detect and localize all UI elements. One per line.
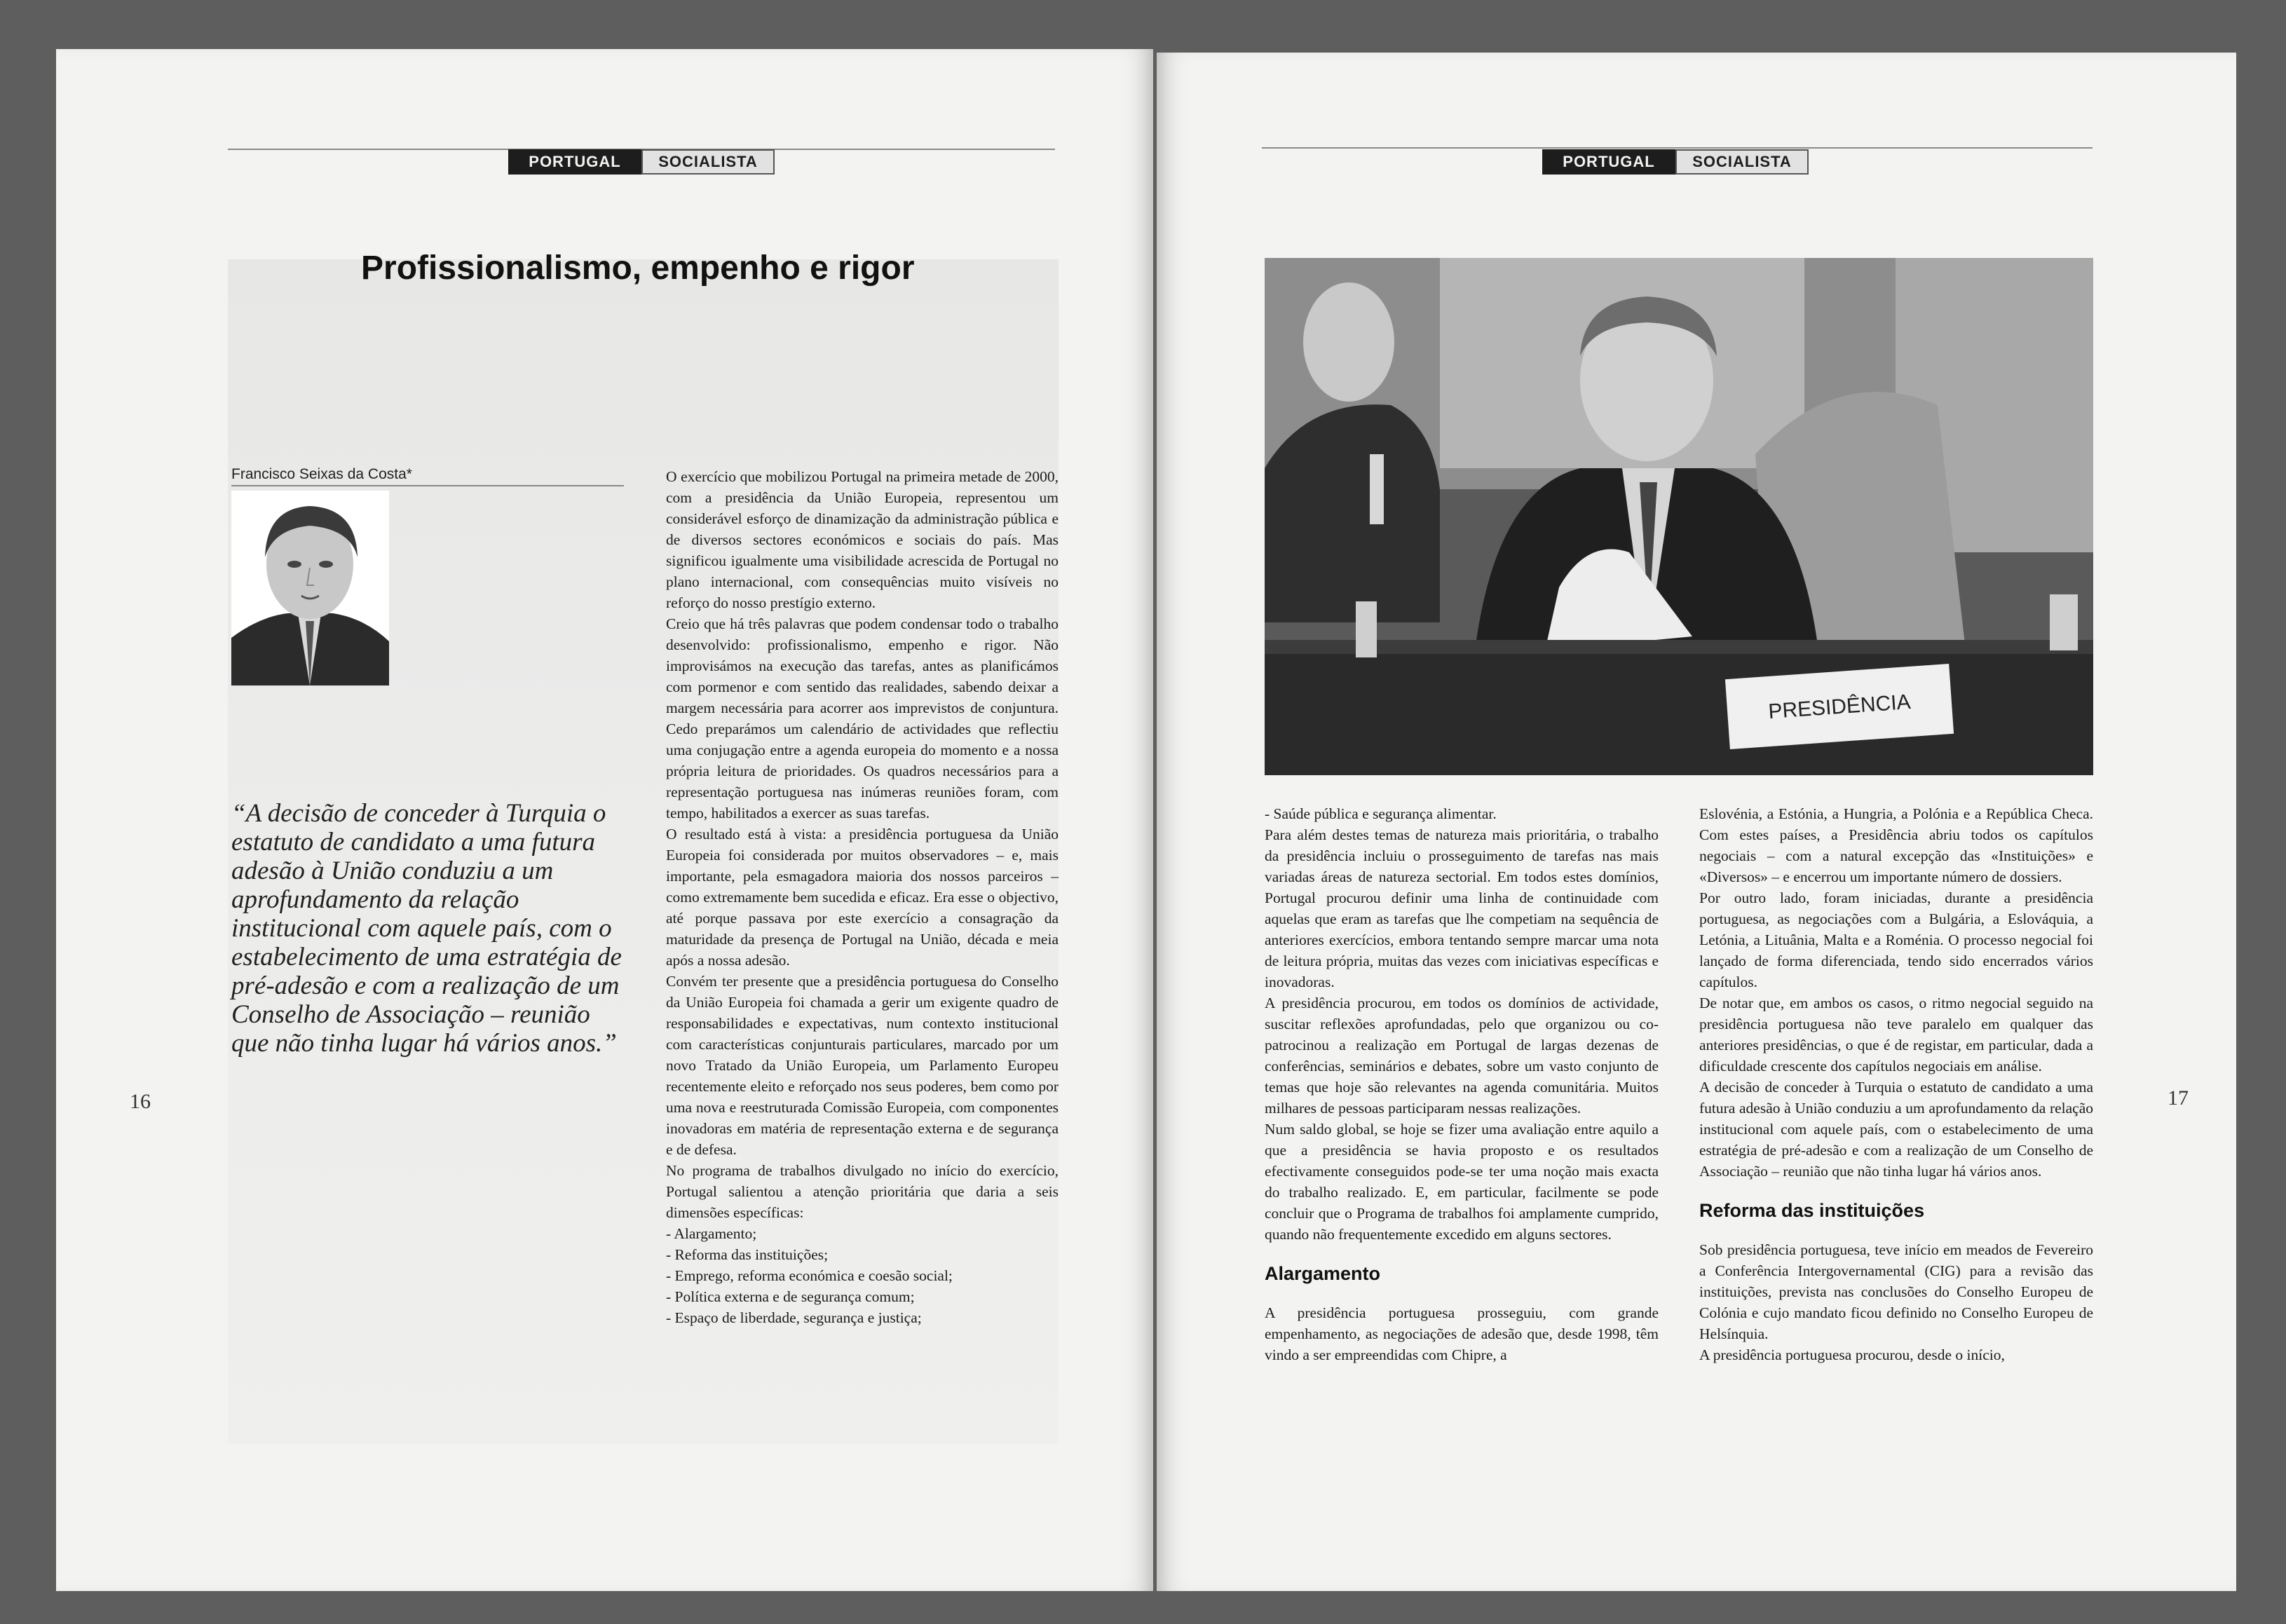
- meeting-photo: [1265, 258, 2093, 775]
- section-heading-alargamento: Alargamento: [1265, 1263, 1381, 1284]
- paragraph: Creio que há três palavras que podem condensar todo o trabalho desenvolvido: profissionalismo, empenho e rigor. Não improvisámos na execução das tarefas, antes as planificámos com pormenor e com sentido das realidades, sabendo deixar a margem necessária para acorrer aos imprevistos de conjuntura. Cedo preparámos um calendário de actividades que reflectiu uma conjugação entre a agenda europeia do momento e a nossa própria leitura de prioridades. Os quadros necessários para a representação portuguesa nas inúmeras reuniões foram, com tempo, habilitados a exercer as suas tarefas.: [666, 615, 1059, 821]
- priorities-list: [666, 1223, 1059, 1328]
- paragraph: Sob presidência portuguesa, teve início em meados de Fevereiro a Conferência Intergovernamental (CIG) para a revisão das instituições, prevista nas conclusões do Conselho Europeu de Colónia e cujo mandato ficou definido no Conselho Europeu de Helsínquia.: [1699, 1241, 2093, 1342]
- author-portrait: [231, 491, 389, 685]
- paragraph: A presidência portuguesa procurou, desde o início,: [1699, 1346, 2005, 1363]
- paragraph: Eslovénia, a Estónia, a Hungria, a Polónia e a República Checa. Com estes países, a Presidência abriu todos os capítulos negociais – com a natural excepção das «Instituições» e «Diversos» – e encerrou um importante número de dossiers.: [1699, 805, 2093, 885]
- tag-brand-dark: PORTUGAL: [1542, 149, 1675, 175]
- paragraph: Por outro lado, foram iniciadas, durante a presidência portuguesa, as negociações com a Bulgária, a Eslováquia, a Letónia, a Lituânia, Malta e a Roménia. O processo negocial foi lançado de forma diferenciada, tendo sido encerrados vários capítulos.: [1699, 889, 2093, 990]
- list-item: - Política externa e de segurança comum;: [666, 1288, 915, 1305]
- list-item: - Saúde pública e segurança alimentar.: [1265, 805, 1497, 822]
- section-tag-left: [508, 149, 775, 175]
- placard-text: PRESIDÊNCIA: [1767, 690, 1912, 724]
- paragraph: A presidência procurou, em todos os domínios de actividade, suscitar reflexões aprofundadas, pelo que organizou ou co-patrocinou a realização em Portugal de largas dezenas de conferências, seminários e debates, sobre um vasto conjunto de temas que hoje são relevantes na agenda comunitária. Muitos milhares de pessoas participaram nessas realizações.: [1265, 995, 1659, 1117]
- paragraph: O exercício que mobilizou Portugal na primeira metade de 2000, com a presidência da União Europeia, representou um considerável esforço de dinamização da administração pública e de diversos sectores económicos e sociais do país. Mas significou igualmente uma visibilidade acrescida de Portugal no plano internacional, com consequências muito visíveis no reforço do nosso prestígio externo.: [666, 468, 1059, 611]
- paragraph: Para além destes temas de natureza mais prioritária, o trabalho da presidência incluiu o prosseguimento de tarefas nas mais variadas áreas de natureza sectorial. Em todos estes domínios, Portugal procurou definir uma linha de continuidade com aquelas que eram as tarefas que lhe competiam na sequência de anteriores exercícios, embora tentando sempre marcar uma nota de leitura própria, muitas das vezes com iniciativas específicas e inovadoras.: [1265, 826, 1659, 990]
- paragraph: A presidência portuguesa prosseguiu, com grande empenhamento, as negociações de adesão que, desde 1998, têm vindo a ser empreendidas com Chipre, a: [1265, 1304, 1659, 1363]
- pull-quote: “A decisão de conceder à Turquia o estatuto de candidato a uma futura adesão à União conduziu a um aprofundamento da relação institucional com aquele país, com o estabelecimento de uma estratégia de pré-adesão e com a realização de um Conselho de Associação – reunião que não tinha lugar há vários anos.”: [231, 799, 622, 1058]
- tag-brand-light: SOCIALISTA: [1675, 149, 1809, 175]
- page-number-left: 16: [130, 1090, 151, 1113]
- author-rule: [231, 485, 624, 486]
- page-number-right: 17: [2168, 1086, 2189, 1110]
- paragraph: Convém ter presente que a presidência portuguesa do Conselho da União Europeia foi chamada a gerir um exigente quadro de responsabilidades e expectativas, num contexto institucional com características conjunturais particulares, marcado por um novo Tratado da União Europeia, um Parlamento Europeu recentemente eleito e reforçado nos seus poderes, bem como por uma nova e reestruturada Comissão Europeia, com componentes inovadoras em matéria de representação externa e de segurança e de defesa.: [666, 973, 1059, 1158]
- tag-brand-dark: PORTUGAL: [508, 149, 641, 175]
- left-body-column: [666, 466, 1059, 1328]
- paragraph: A decisão de conceder à Turquia o estatuto de candidato a uma futura adesão à União conduziu a um aprofundamento da relação institucional com aquele país, com o estabelecimento de uma estratégia de pré-adesão e com a realização de um Conselho de Associação – reunião que não tinha lugar há vários anos.: [1699, 1079, 2093, 1180]
- list-item: - Espaço de liberdade, segurança e justiça;: [666, 1309, 922, 1326]
- list-item: - Emprego, reforma económica e coesão social;: [666, 1267, 953, 1284]
- tag-brand-light: SOCIALISTA: [641, 149, 775, 175]
- list-item: - Reforma das instituições;: [666, 1246, 829, 1263]
- paragraph: O resultado está à vista: a presidência portuguesa da União Europeia foi considerada por muitos observadores – e, mais importante, pela esmagadora maioria dos nossos parceiros – como extremamente bem sucedida e eficaz. Era esse o objectivo, até porque passava por este exercício a consagração da maturidade da presença de Portugal na União, década e meia após a nossa adesão.: [666, 826, 1059, 969]
- right-column-2: [1699, 803, 2093, 1365]
- section-tag-right: [1542, 149, 1809, 175]
- list-item: - Alargamento;: [666, 1225, 757, 1242]
- section-heading-reforma: Reforma das instituições: [1699, 1200, 1925, 1221]
- paragraph: De notar que, em ambos os casos, o ritmo negocial seguido na presidência portuguesa não teve paralelo em qualquer das anteriores presidências, o que é de registar, em particular, dada a dificuldade crescente dos capítulos negociais em análise.: [1699, 995, 2093, 1074]
- article-title: Profissionalismo, empenho e rigor: [361, 250, 915, 287]
- paragraph: No programa de trabalhos divulgado no início do exercício, Portugal salientou a atenção prioritária que daria a seis dimensões específicas:: [666, 1162, 1059, 1221]
- paragraph: Num saldo global, se hoje se fizer uma avaliação entre aquilo a que a presidência se havia proposto e os resultados efectivamente conseguidos pode-se ter uma noção mais exacta do trabalho realizado. E, em particular, facilmente se pode concluir que o Programa de trabalhos foi amplamente cumprido, quando não frequentemente excedido em alguns sectores.: [1265, 1121, 1659, 1243]
- author-name: Francisco Seixas da Costa*: [231, 466, 412, 482]
- right-column-1: [1265, 803, 1659, 1365]
- header-rule-right: [1262, 147, 2093, 149]
